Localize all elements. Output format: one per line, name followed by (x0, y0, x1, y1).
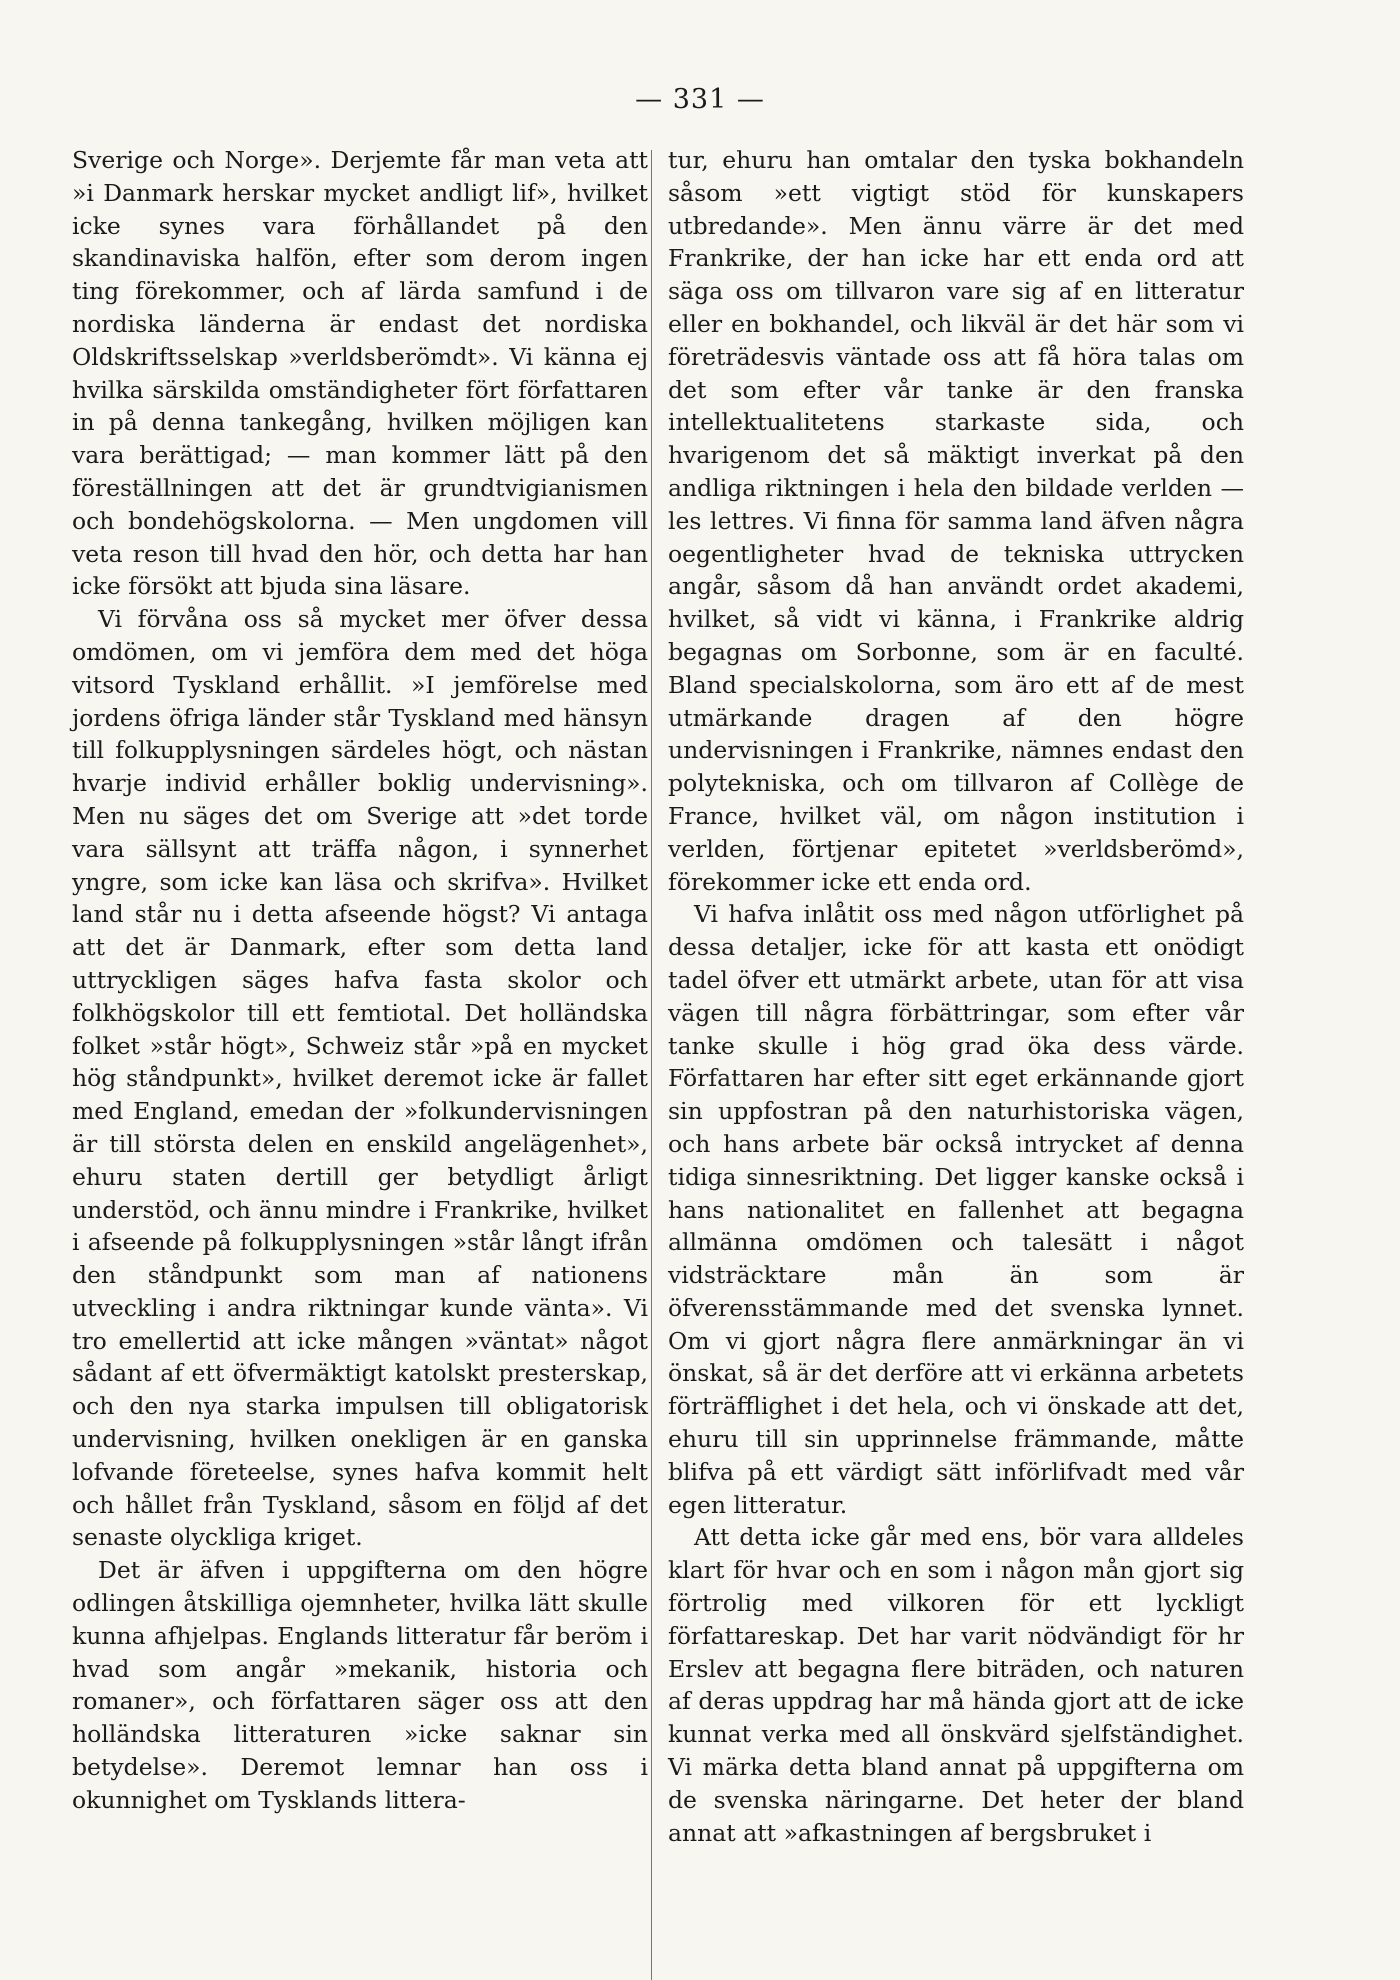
right-paragraph-2: Vi hafva inlåtit oss med någon utförlighet på dessa detaljer, icke för att kasta ett onödigt tadel öfver ett utmärkt arbete, utan för att visa vägen till några förbättringar, som efter vår tanke skulle i hög grad öka dess värde. Författaren har efter sitt eget erkännande gjort sin uppfostran på den naturhistoriska vägen, och hans arbete bär också intrycket af denna tidiga sinnesriktning. Det ligger kanske också i hans nationalitet en fallenhet att begagna allmänna omdömen och talesätt i något vidsträcktare mån än som är öfverensstämmande med det svenska lynnet. Om vi gjort några flere anmärkningar än vi önskat, så är det derföre att vi erkänna arbetets förträfflighet i det hela, och vi önskade att det, ehuru till sin upprinnelse främmande, måtte blifva på ett värdigt sätt införlifvadt med vår egen litteratur. (668, 900, 1244, 1519)
left-paragraph-3: Det är äfven i uppgifterna om den högre odlingen åtskilliga ojemnheter, hvilka lätt skulle kunna afhjelpas. Englands litteratur får beröm i hvad som angår »mekanik, historia och romaner», och författaren säger oss att den holländska litteraturen »icke saknar sin betydelse». Deremot lemnar han oss i okunnighet om Tysklands littera- (72, 1556, 648, 1814)
left-paragraph-1: Sverige och Norge». Derjemte får man veta att »i Danmark herskar mycket andligt lif», hvilket icke synes vara förhållandet på den skandinaviska halfön, efter som derom ingen ting förekommer, och af lärda samfund i de nordiska länderna är endast det nordiska Oldskriftsselskap »verldsberömdt». Vi känna ej hvilka särskilda omständigheter fört författaren in på denna tankegång, hvilken möjligen kan vara berättigad; — man kommer lätt på den föreställningen att det är grundtvigianismen och bondehögskolorna. — Men ungdomen vill veta reson till hvad den hör, och detta har han icke försökt att bjuda sina läsare. (72, 146, 648, 601)
page-number: — 331 — (635, 84, 765, 115)
right-paragraph-1: tur, ehuru han omtalar den tyska bokhandeln såsom »ett vigtigt stöd för kunskapers utbredande». Men ännu värre är det med Frankrike, der han icke har ett enda ord att säga oss om tillvaron vare sig af en litteratur eller en bokhandel, och likväl är det här som vi företrädesvis väntade oss att få höra talas om det som efter vår tanke är den franska intellektualitetens starkaste sida, och hvarigenom det så mäktigt inverkat på den andliga riktningen i hela den bildade verlden — les lettres. Vi finna för samma land äfven några oegentligheter hvad de tekniska uttrycken angår, såsom då han användt ordet akademi, hvilket, så vidt vi känna, i Frankrike aldrig begagnas om Sorbonne, som är en faculté. Bland specialskolorna, som äro ett af de mest utmärkande dragen af den högre undervisningen i Frankrike, nämnes endast den polytekniska, och om tillvaron af Collège de France, hvilket väl, om någon institution i verlden, förtjenar epitetet »verldsberömd», förekommer icke ett enda ord. (668, 146, 1244, 896)
column-divider (651, 150, 652, 1980)
left-column (72, 144, 648, 1817)
right-column (668, 144, 1244, 1849)
right-paragraph-3: Att detta icke går med ens, bör vara alldeles klart för hvar och en som i någon mån gjort sig förtrolig med vilkoren för ett lyckligt författareskap. Det har varit nödvändigt för hr Erslev att begagna flere biträden, och naturen af deras uppdrag har må hända gjort att de icke kunnat verka med all önskvärd sjelfständighet. Vi märka detta bland annat på uppgifterna om de svenska näringarne. Det heter der bland annat att »afkastningen af bergsbruket i (668, 1523, 1244, 1847)
left-paragraph-2: Vi förvåna oss så mycket mer öfver dessa omdömen, om vi jemföra dem med det höga vitsord Tyskland erhållit. »I jemförelse med jordens öfriga länder står Tyskland med hänsyn till folkupplysningen särdeles högt, och nästan hvarje individ erhåller boklig undervisning». Men nu säges det om Sverige att »det torde vara sällsynt att träffa någon, i synnerhet yngre, som icke kan läsa och skrifva». Hvilket land står nu i detta afseende högst? Vi antaga att det är Danmark, efter som detta land uttryckligen säges hafva fasta skolor och folkhögskolor till ett femtiotal. Det holländska folket »står högt», Schweiz står »på en mycket hög ståndpunkt», hvilket deremot icke är fallet med England, emedan der »folkundervisningen är till största delen en enskild angelägenhet», ehuru staten dertill ger betydligt årligt understöd, och ännu mindre i Frankrike, hvilket i afseende på folkupplysningen »står långt ifrån den ståndpunkt som man af nationens utveckling i andra riktningar kunde vänta». Vi tro emellertid att icke mången »väntat» något sådant af ett öfvermäktigt katolskt presterskap, och den nya starka impulsen till obligatorisk undervisning, hvilken onekligen är en ganska lofvande företeelse, synes hafva kommit helt och hållet från Tyskland, såsom en följd af det senaste olyckliga kriget. (72, 605, 648, 1552)
